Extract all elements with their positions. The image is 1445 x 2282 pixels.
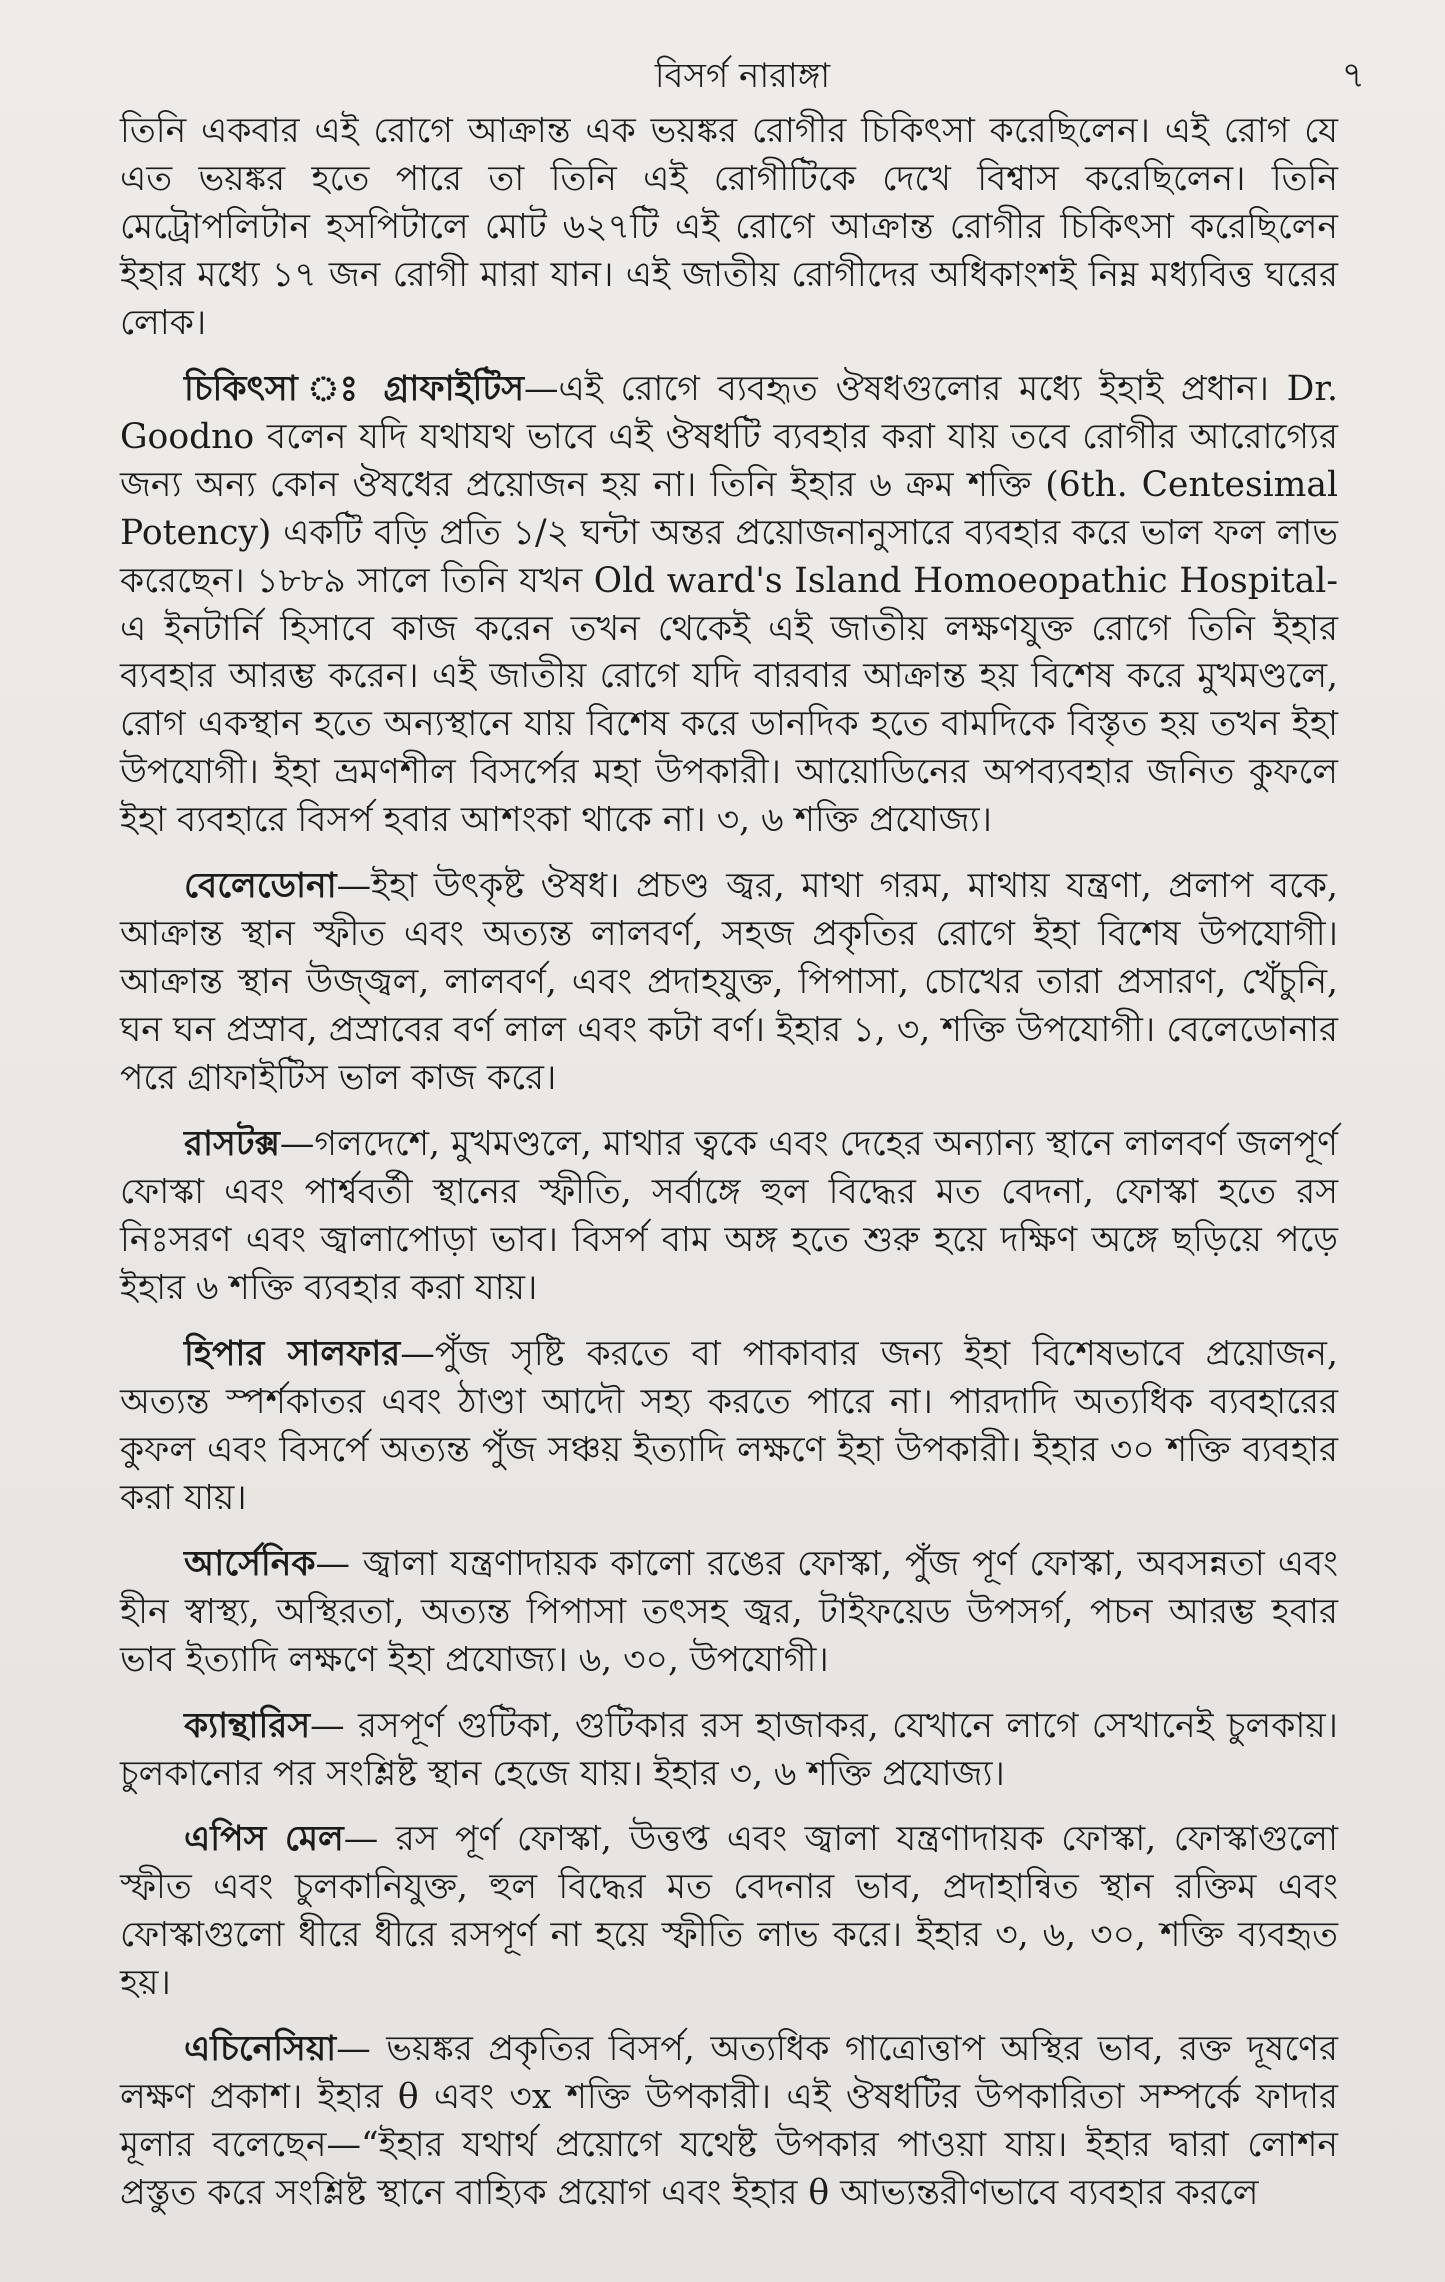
page-number: ৭ — [1341, 55, 1365, 96]
paragraph-text: — রস পূর্ণ ফোস্কা, উত্তপ্ত এবং জ্বালা যন্ত্রণাদায়ক ফোস্কা, ফোস্কাগুলো স্ফীত এবং চুলকানিযুক্ত, হুল বিদ্ধের মত বেদনার ভাব, প্রদাহান্বিত স্থান রক্তিম এবং ফোস্কাগুলো ধীরে ধীরে রসপূর্ণ না হয়ে স্ফীতি লাভ করে। ইহার ৩, ৬, ৩০, শক্তি ব্যবহৃত হয়। — [120, 1819, 1338, 2004]
paragraph-text: তিনি একবার এই রোগে আক্রান্ত এক ভয়ঙ্কর রোগীর চিকিৎসা করেছিলেন। এই রোগ যে এত ভয়ঙ্কর হতে পারে তা তিনি এই রোগীটিকে দেখে বিশ্বাস করেছিলেন। তিনি মেট্রোপলিটান হসপিটালে মোট ৬২৭টি এই রোগে আক্রান্ত রোগীর চিকিৎসা করেছিলেন ইহার মধ্যে ১৭ জন রোগী মারা যান। এই জাতীয় রোগীদের অধিকাংশই নিম্ন মধ্যবিত্ত ঘরের লোক। — [120, 111, 1338, 343]
paragraph-text: —পুঁজ সৃষ্টি করতে বা পাকাবার জন্য ইহা বিশেষভাবে প্রয়োজন, অত্যন্ত স্পর্শকাতর এবং ঠাণ্ডা আদৌ সহ্য করতে পারে না। পারদাদি অত্যধিক ব্যবহারের কুফল এবং বিসর্পে অত্যন্ত পুঁজ সঞ্চয় ইত্যাদি লক্ষণে ইহা উপকারী। ইহার ৩০ শক্তি ব্যবহার করা যায়। — [120, 1333, 1338, 1518]
paragraph — [120, 1816, 1338, 2008]
remedy-heading: চিকিৎসা ঃ গ্রাফাইটিস — [184, 368, 525, 409]
body-text — [120, 108, 1338, 2236]
remedy-heading: এচিনেসিয়া — [184, 2029, 337, 2070]
paragraph-text: —ইহা উৎকৃষ্ট ঔষধ। প্রচণ্ড জ্বর, মাথা গরম, মাথায় যন্ত্রণা, প্রলাপ বকে, আক্রান্ত স্থান স্ফীত এবং অত্যন্ত লালবর্ণ, সহজ প্রকৃতির রোগে ইহা বিশেষ উপযোগী। আক্রান্ত স্থান উজ্জ্বল, লালবর্ণ, এবং প্রদাহযুক্ত, পিপাসা, চোখের তারা প্রসারণ, খেঁচুনি, ঘন ঘন প্রস্রাব, প্রস্রাবের বর্ণ লাল এবং কটা বর্ণ। ইহার ১, ৩, শক্তি উপযোগী। বেলেডোনার পরে গ্রাফাইটিস ভাল কাজ করে। — [120, 866, 1338, 1099]
remedy-heading: হিপার সালফার — [184, 1333, 401, 1374]
paragraph — [120, 1703, 1338, 1799]
paragraph-text: — জ্বালা যন্ত্রণাদায়ক কালো রঙের ফোস্কা, পুঁজ পূর্ণ ফোস্কা, অবসন্নতা এবং হীন স্বাস্থ্য, অস্থিরতা, অত্যন্ত পিপাসা তৎসহ জ্বর, টাইফয়েড উপসর্গ, পচন আরম্ভ হবার ভাব ইত্যাদি লক্ষণে ইহা প্রযোজ্য। ৬, ৩০, উপযোগী। — [120, 1543, 1338, 1680]
paragraph — [120, 366, 1338, 846]
paragraph-text: —গলদেশে, মুখমণ্ডলে, মাথার ত্বকে এবং দেহের অন্যান্য স্থানে লালবর্ণ জলপূর্ণ ফোস্কা এবং পার্শ্ববর্তী স্থানের স্ফীতি, সর্বাঙ্গে হুল বিদ্ধের মত বেদনা, ফোস্কা হতে রস নিঃসরণ এবং জ্বালাপোড়া ভাব। বিসর্প বাম অঙ্গ হতে শুরু হয়ে দক্ষিণ অঙ্গে ছড়িয়ে পড়ে ইহার ৬ শক্তি ব্যবহার করা যায়। — [120, 1124, 1338, 1308]
remedy-heading: রাসটক্স — [184, 1124, 280, 1165]
paragraph — [120, 863, 1338, 1103]
paragraph — [120, 2026, 1338, 2218]
remedy-heading: এপিস মেল — [184, 1819, 344, 1860]
paragraph — [120, 108, 1338, 348]
remedy-heading: আর্সেনিক — [184, 1543, 316, 1584]
paragraph-text: —এই রোগে ব্যবহৃত ঔষধগুলোর মধ্যে ইহাই প্রধান। Dr. Goodno বলেন যদি যথাযথ ভাবে এই ঔষধটি ব্যবহার করা যায় তবে রোগীর আরোগ্যের জন্য অন্য কোন ঔষধের প্রয়োজন হয় না। তিনি ইহার ৬ ক্রম শক্তি (6th. Centesimal Potency) একটি বড়ি প্রতি ১/২ ঘন্টা অন্তর প্রয়োজনানুসারে ব্যবহার করে ভাল ফল লাভ করেছেন। ১৮৮৯ সালে তিনি যখন Old ward's Island Homoeopathic Hospital-এ ইনটার্নি হিসাবে কাজ করেন তখন থেকেই এই জাতীয় লক্ষণযুক্ত রোগে তিনি ইহার ব্যবহার আরম্ভ করেন। এই জাতীয় রোগে যদি বারবার আক্রান্ত হয় বিশেষ করে মুখমণ্ডলে, রোগ একস্থান হতে অন্যস্থানে যায় বিশেষ করে ডানদিক হতে বামদিকে বিস্তৃত হয় তখন ইহা উপযোগী। ইহা ভ্রমণশীল বিসর্পের মহা উপকারী। আয়োডিনের অপব্যবহার জনিত কুফলে ইহা ব্যবহারে বিসর্প হবার আশংকা থাকে না। ৩, ৬ শক্তি প্রযোজ্য। — [120, 368, 1338, 841]
paragraph — [120, 1331, 1338, 1523]
running-title: বিসর্গ নারাঙ্গা — [654, 56, 831, 96]
paragraph — [120, 1541, 1338, 1685]
paragraph-text: — ভয়ঙ্কর প্রকৃতির বিসর্প, অত্যধিক গাত্রোত্তাপ অস্থির ভাব, রক্ত দূষণের লক্ষণ প্রকাশ। ইহার θ এবং ৩x শক্তি উপকারী। এই ঔষধটির উপকারিতা সম্পর্কে ফাদার মূলার বলেছেন—“ইহার যথার্থ প্রয়োগে যথেষ্ট উপকার পাওয়া যায়। ইহার দ্বারা লোশন প্রস্তুত করে সংশ্লিষ্ট স্থানে বাহ্যিক প্রয়োগ এবং ইহার θ আভ্যন্তরীণভাবে ব্যবহার করলে — [120, 2029, 1338, 2214]
remedy-heading: বেলেডোনা — [184, 866, 337, 907]
paragraph — [120, 1121, 1338, 1313]
remedy-heading: ক্যান্থারিস — [184, 1705, 311, 1746]
running-header — [120, 42, 1365, 102]
paragraph-text: — রসপূর্ণ গুটিকা, গুটিকার রস হাজাকর, যেখানে লাগে সেখানেই চুলকায়। চুলকানোর পর সংশ্লিষ্ট স্থান হেজে যায়। ইহার ৩, ৬ শক্তি প্রযোজ্য। — [120, 1705, 1338, 1794]
